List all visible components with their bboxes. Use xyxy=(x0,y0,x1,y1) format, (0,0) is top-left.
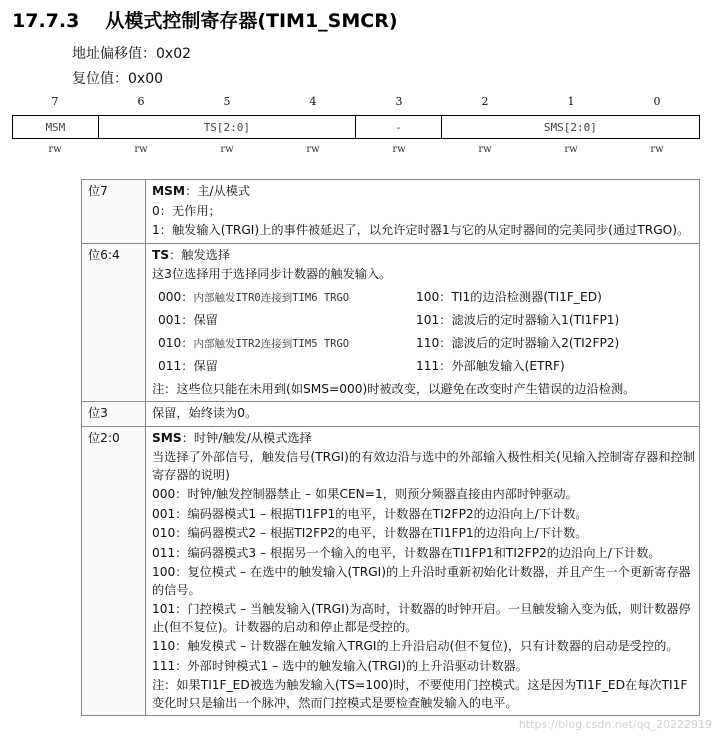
field-name: MSM xyxy=(152,184,186,198)
access-row xyxy=(12,144,701,158)
bit-label: 位6:4 xyxy=(82,243,146,402)
row-reserved xyxy=(82,402,700,427)
desc-line: 010：编码器模式2 – 根据TI2FP2的电平，计数器在TI1FP1的边沿向上/下计数。 xyxy=(152,526,588,540)
access-type: rw xyxy=(650,144,664,155)
option-item xyxy=(158,289,416,308)
field-title: ：时钟/触发/从模式选择 xyxy=(181,430,312,445)
field-sms: SMS[2:0] xyxy=(543,120,597,134)
field-name: TS xyxy=(152,247,170,262)
option-item: 101：滤波后的定时器输入1(TI1FP1) xyxy=(416,313,620,327)
option-text: 内部触发ITR0连接到TIM6 TRGO xyxy=(193,291,350,304)
access-type: rw xyxy=(306,144,320,155)
bit-numbers xyxy=(12,95,701,109)
bit-number: 5 xyxy=(223,95,231,108)
desc-line: 这3位选择用于选择同步计数器的触发输入。 xyxy=(152,267,392,281)
option-item xyxy=(158,335,416,354)
desc-line: 100：复位模式 – 在选中的触发输入(TRGI)的上升沿时重新初始化计数器，并且产生一个更新寄存器的信号。 xyxy=(152,565,691,597)
bit-label: 位7 xyxy=(82,180,146,244)
reset-value: 复位值：0x00 xyxy=(72,71,164,87)
bit-number: 6 xyxy=(137,95,145,108)
field-title: ：主/从模式 xyxy=(185,184,251,198)
bit-number: 1 xyxy=(567,95,575,108)
option-item: 110：滤波后的定时器输入2(TI2FP2) xyxy=(416,335,620,350)
field-name: SMS xyxy=(152,430,182,445)
desc-line: 011：编码器模式3 – 根据另一个输入的电平，计数器在TI1FP1和TI2FP2的边沿向上/下计数。 xyxy=(152,545,661,560)
desc-line: 101：门控模式 – 当触发输入(TRGI)为高时，计数器的时钟开启。一旦触发输入变为低，则计数器停止(但不复位)。计数器的启动和停止都是受控的。 xyxy=(152,602,691,634)
option-text: 保留 xyxy=(193,313,218,327)
row-body xyxy=(146,180,700,244)
desc-line: 1：触发输入(TRGI)上的事件被延迟了，以允许定时器1与它的从定时器间的完美同步(通过TRGO)。 xyxy=(152,223,690,237)
field-reserved: - xyxy=(356,116,442,138)
field-title: ：触发选择 xyxy=(169,247,231,262)
desc-line: 111：外部时钟模式1 – 选中的触发输入(TRGI)的上升沿驱动计数器。 xyxy=(152,658,528,673)
option-code: 010： xyxy=(158,335,194,350)
row-sms xyxy=(82,426,700,716)
row-msm xyxy=(82,180,700,244)
bit-description-table xyxy=(81,179,700,716)
option-text: 保留 xyxy=(193,359,218,373)
option-item: 111：外部触发输入(ETRF) xyxy=(416,359,565,373)
section-title xyxy=(12,6,398,33)
row-body xyxy=(146,243,700,402)
bit-label: 位2:0 xyxy=(82,426,146,716)
option-text: 内部触发ITR2连接到TIM5 TRGO xyxy=(193,337,350,350)
note: 注：如果TI1F_ED被选为触发输入(TS=100)时，不要使用门控模式。这是因为TI1F_ED在每次TI1F变化时只是输出一个脉冲，然而门控模式是要检查触发输入的电平。 xyxy=(152,678,688,710)
desc-line: 110：触发模式 – 计数器在触发输入TRGI的上升沿启动(但不复位)，只有计数器的启动是受控的。 xyxy=(152,639,679,653)
option-item: 100：TI1的边沿检测器(TI1F_ED) xyxy=(416,289,602,304)
option-code: 001： xyxy=(158,313,194,327)
access-type: rw xyxy=(478,144,492,155)
note: 注：这些位只能在未用到(如SMS=000)时被改变，以避免在改变时产生错误的边沿检测。 xyxy=(152,381,636,396)
bit-label: 位3 xyxy=(82,402,146,427)
bit-number: 4 xyxy=(309,95,317,108)
row-ts xyxy=(82,243,700,402)
option-item xyxy=(158,358,416,376)
watermark: https://blog.csdn.net/qq_20222919 xyxy=(518,718,712,731)
access-type: rw xyxy=(392,144,406,155)
bit-number: 2 xyxy=(481,95,489,108)
option-code: 000： xyxy=(158,289,194,304)
bit-number: 7 xyxy=(51,95,59,108)
field-ts: TS[2:0] xyxy=(99,116,356,138)
register-map xyxy=(12,115,700,139)
option-code: 011： xyxy=(158,359,194,373)
bit-number: 3 xyxy=(395,95,403,108)
row-body: 保留，始终读为0。 xyxy=(146,402,700,427)
access-type: rw xyxy=(564,144,578,155)
trigger-options xyxy=(158,289,695,376)
register-name: 从模式控制寄存器(TIM1_SMCR) xyxy=(105,10,398,32)
desc-line: 001：编码器模式1 – 根据TI1FP1的电平，计数器在TI2FP2的边沿向上/下计数。 xyxy=(152,506,588,521)
desc-line: 000：时钟/触发控制器禁止 – 如果CEN=1，则预分频器直接由内部时钟驱动。 xyxy=(152,487,578,501)
access-type: rw xyxy=(134,144,148,155)
bit-number: 0 xyxy=(653,95,661,108)
field-msm: MSM xyxy=(13,116,99,138)
row-body xyxy=(146,426,700,716)
desc-line: 0：无作用； xyxy=(152,203,221,218)
desc-line: 当选择了外部信号，触发信号(TRGI)的有效边沿与选中的外部输入极性相关(见输入控制寄存器和控制寄存器的说明) xyxy=(152,450,695,482)
section-number: 17.7.3 xyxy=(12,10,80,32)
access-type: rw xyxy=(48,144,62,155)
address-offset: 地址偏移值：0x02 xyxy=(72,46,192,62)
option-item xyxy=(158,312,416,330)
access-type: rw xyxy=(220,144,234,155)
